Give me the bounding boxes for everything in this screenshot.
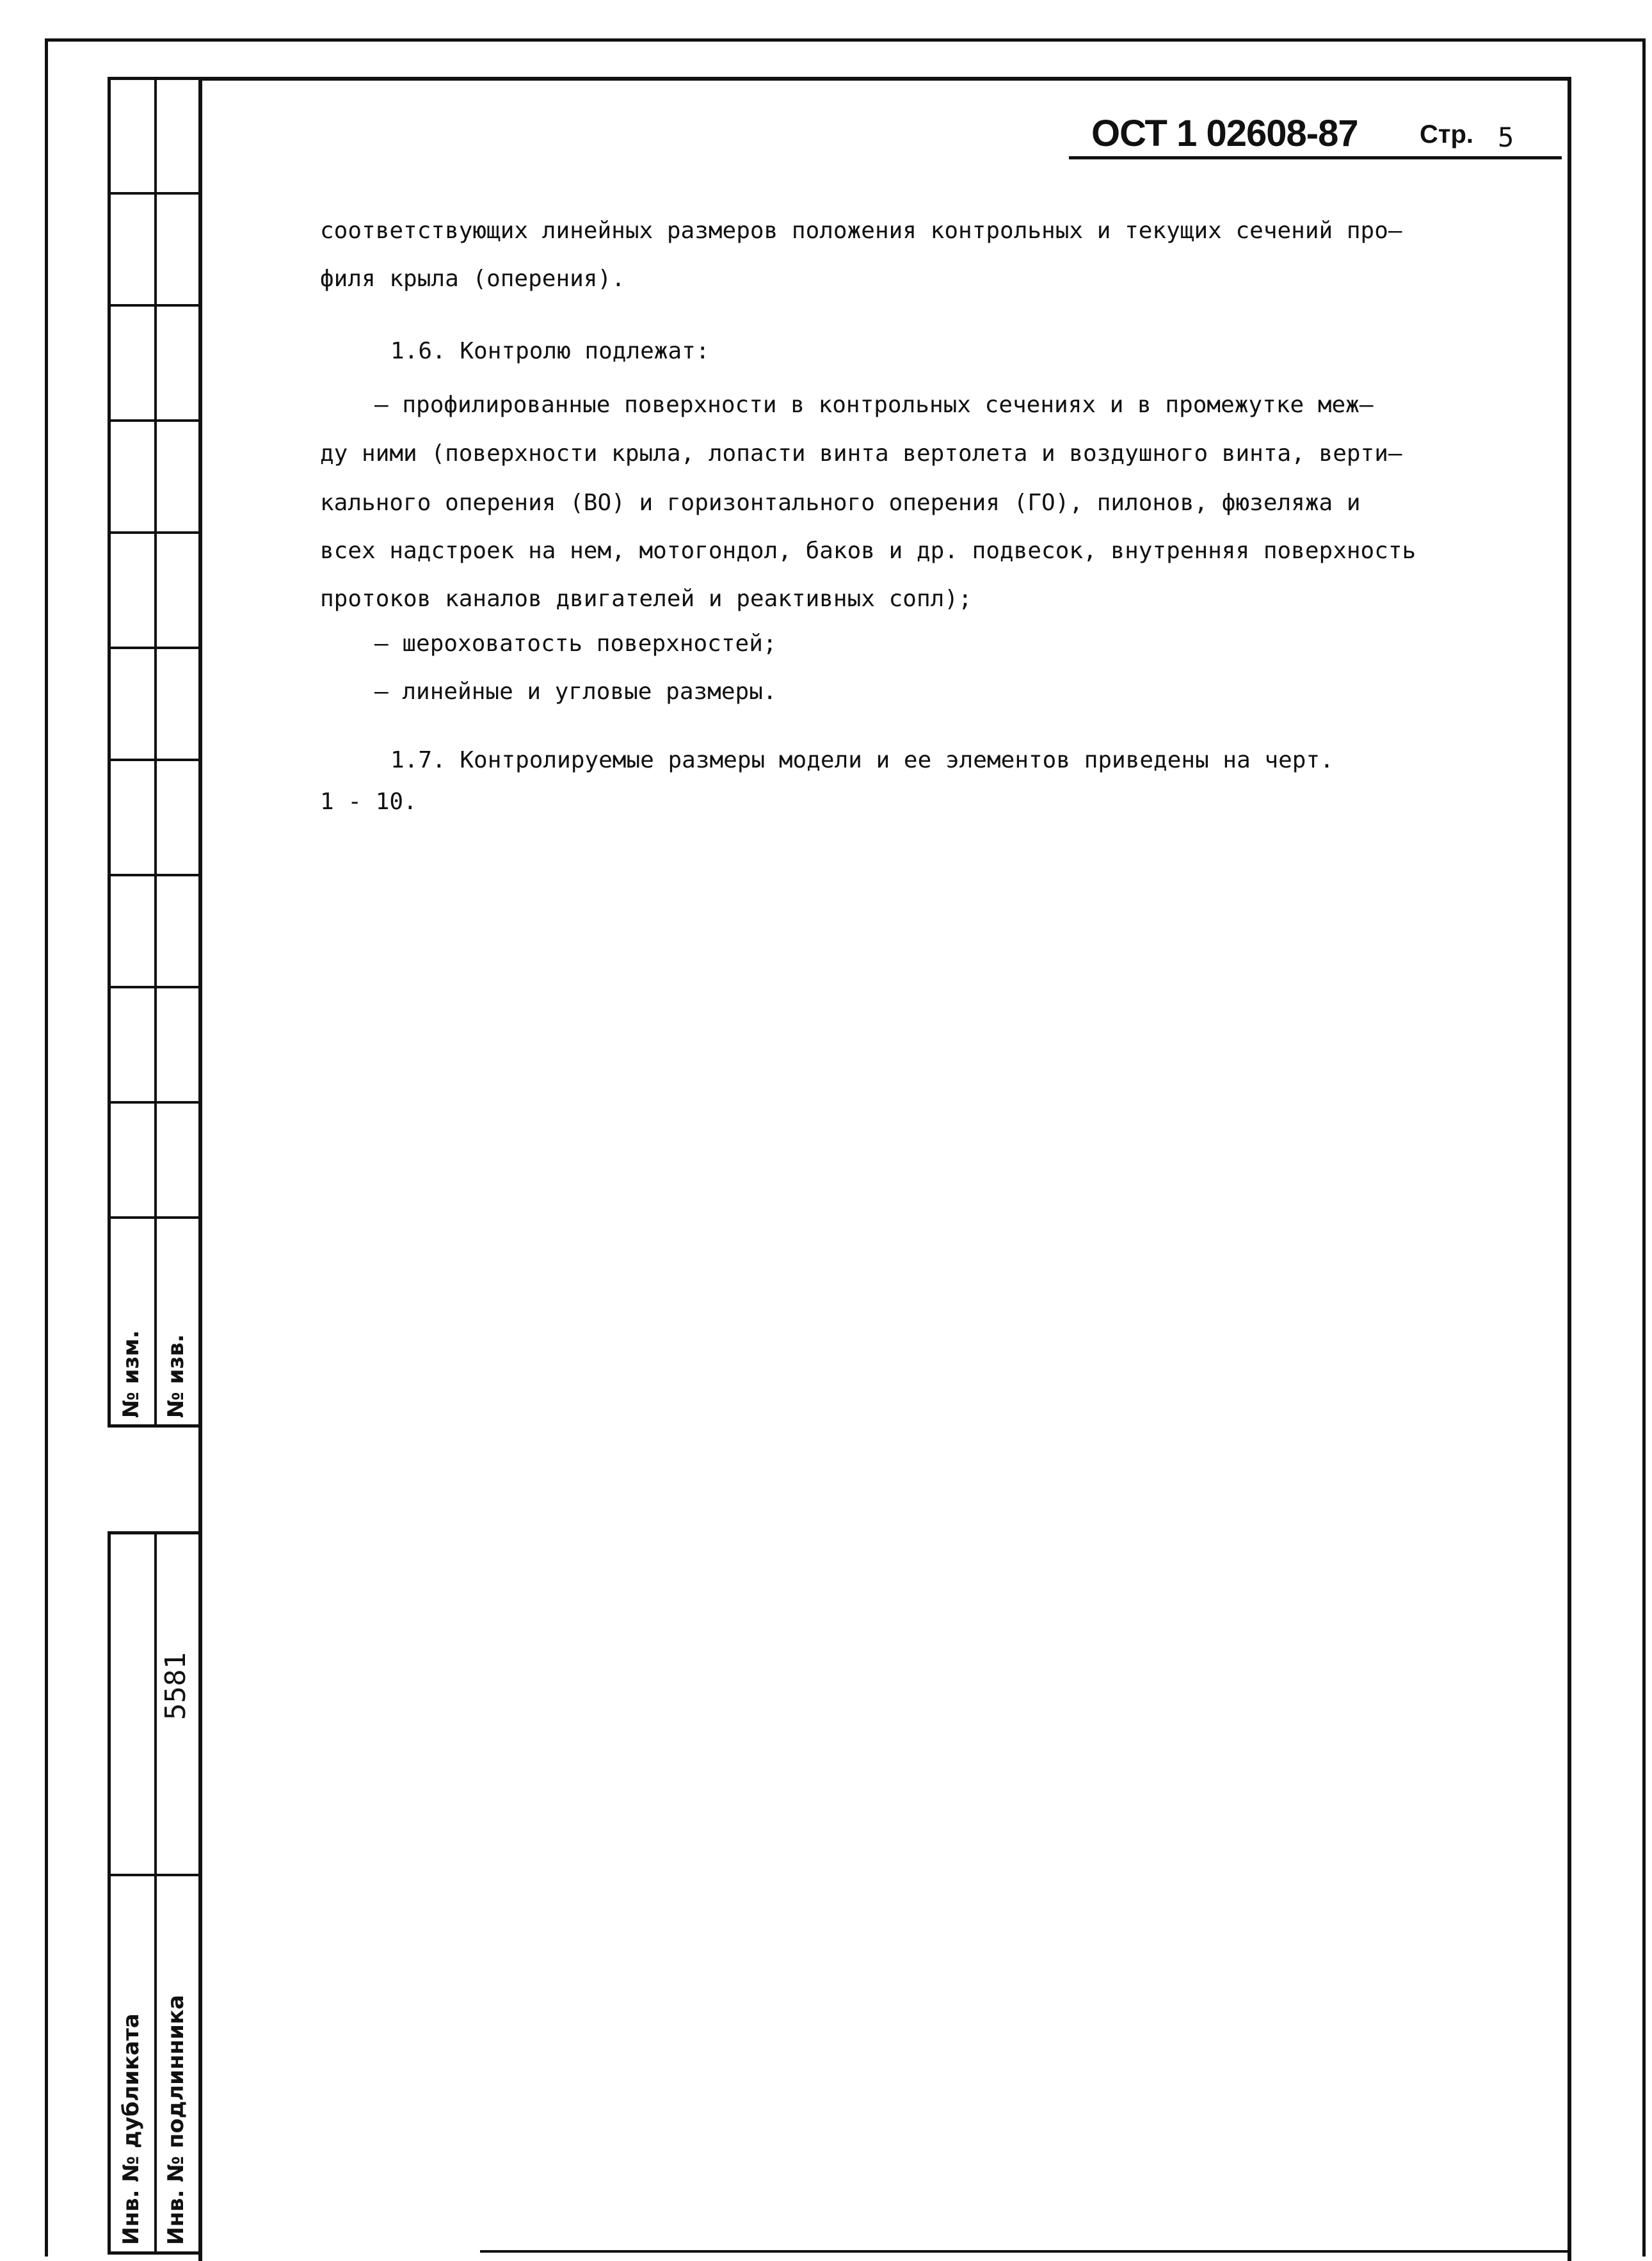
label-podlinnik: Инв. № подлинника bbox=[163, 1995, 189, 2245]
body-line: филя крыла (оперения). bbox=[320, 266, 625, 292]
page-label: Стр. bbox=[1420, 120, 1474, 149]
list-item: – профилированные поверхности в контрольных сечениях и в промежутке меж– bbox=[374, 392, 1374, 418]
strip-row-line bbox=[111, 874, 202, 876]
strip-row-line bbox=[111, 1874, 202, 1876]
section-heading-1-7: 1.7. Контролируемые размеры модели и ее элементов приведены на черт. bbox=[390, 747, 1334, 773]
frame-bottom-line bbox=[480, 2250, 1568, 2253]
strip-divider bbox=[154, 80, 157, 1424]
strip-row-line bbox=[111, 647, 202, 649]
revision-strip bbox=[108, 77, 198, 1428]
podlinnik-number: 5581 bbox=[159, 1652, 192, 1720]
strip-row-line bbox=[111, 1101, 202, 1104]
list-item: – шероховатость поверхностей; bbox=[374, 631, 777, 657]
body-line: 1 - 10. bbox=[320, 789, 417, 815]
inventory-strip bbox=[108, 1531, 198, 2255]
list-item: – линейные и угловые размеры. bbox=[374, 679, 777, 705]
strip-row-line bbox=[111, 986, 202, 988]
section-heading-1-6: 1.6. Контролю подлежат: bbox=[390, 338, 710, 364]
body-line: соответствующих линейных размеров положения контрольных и текущих сечений про– bbox=[320, 218, 1402, 244]
strip-divider bbox=[154, 1534, 157, 2251]
strip-row-line bbox=[111, 192, 202, 195]
label-izv: № изв. bbox=[163, 1334, 189, 1418]
strip-row-line bbox=[111, 531, 202, 534]
body-line: кального оперения (ВО) и горизонтального оперения (ГО), пилонов, фюзеляжа и bbox=[320, 490, 1361, 516]
page-number: 5 bbox=[1498, 122, 1514, 153]
label-izm: № изм. bbox=[118, 1330, 144, 1418]
strip-row-line bbox=[111, 419, 202, 422]
body-line: ду ними (поверхности крыла, лопасти винта вертолета и воздушного винта, верти– bbox=[320, 440, 1402, 467]
strip-row-line bbox=[111, 1216, 202, 1219]
label-dublikat: Инв. № дубликата bbox=[118, 2013, 144, 2245]
body-line: всех надстроек на нем, мотогондол, баков и др. подвесок, внутренняя поверхность bbox=[320, 538, 1416, 564]
document-number: ОСТ 1 02608-87 bbox=[1091, 113, 1358, 154]
body-line: протоков каналов двигателей и реактивных сопл); bbox=[320, 586, 972, 612]
strip-row-line bbox=[111, 759, 202, 761]
strip-row-line bbox=[111, 304, 202, 307]
header-rule bbox=[1069, 156, 1562, 159]
